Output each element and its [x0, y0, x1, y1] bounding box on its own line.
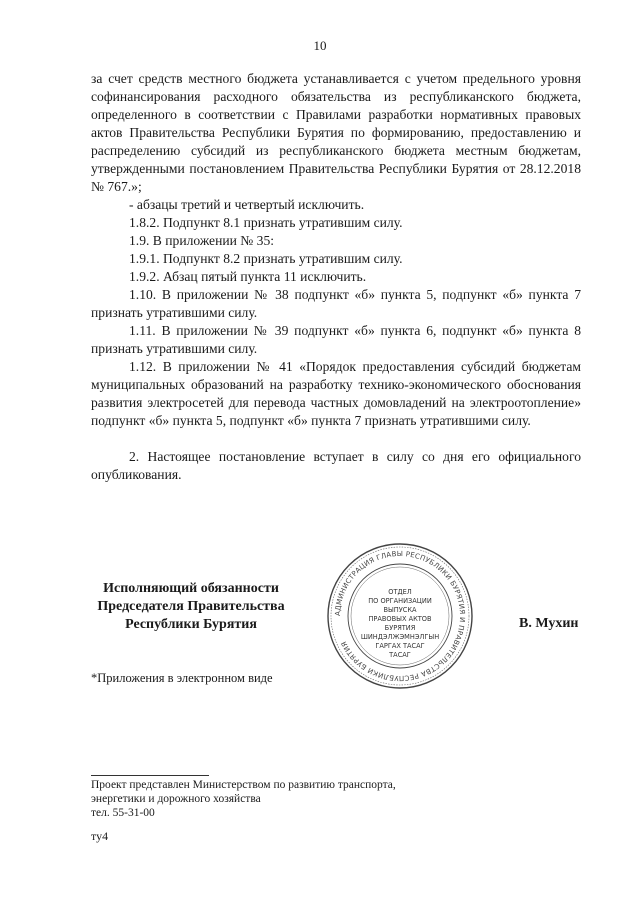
footnote-line: тел. 55-31-00 [91, 807, 155, 819]
footnote-line: Проект представлен Министерством по развитию транспорта, [91, 779, 396, 791]
paragraph: 1.12. В приложении № 41 «Порядок предоставления субсидий бюджетам муниципальных образований на разработку технико-экономического обоснования развития электросетей для перевода частных домовладений на электроотопление» подпункт «б» пункта 5, подпункт «б» пункта 7 признать утратившими силу. [91, 359, 581, 428]
seal-outer-text: АДМИНИСТРАЦИЯ ГЛАВЫ РЕСПУБЛИКИ БУРЯТИЯ И ПРАВИТЕЛЬСТВА РЕСПУБЛИКИ БУРЯТИЯ [333, 549, 467, 683]
paragraph: 1.9.2. Абзац пятый пункта 11 исключить. [129, 269, 367, 284]
document-code: ту4 [91, 829, 109, 843]
seal-line: ПО ОРГАНИЗАЦИИ [368, 597, 432, 605]
footnote [91, 778, 511, 820]
paragraph: 1.9.1. Подпункт 8.2 признать утратившим силу. [129, 251, 403, 266]
document-body [91, 70, 581, 484]
paragraph: - абзацы третий и четвертый исключить. [129, 197, 365, 212]
page-number: 10 [313, 38, 327, 53]
official-seal [326, 542, 474, 690]
paragraph: 1.11. В приложении № 39 подпункт «б» пункта 6, подпункт «б» пункта 8 признать утратившими силу. [91, 323, 581, 356]
seal-line: ПРАВОВЫХ АКТОВ [368, 615, 432, 623]
paragraph: за счет средств местного бюджета устанавливается с учетом предельного уровня софинансирования расходного обязательства из республиканского бюджета, определенного в соответствии с Правилами разработки нормативных правовых актов Правительства Республики Бурятия по формированию, предоставлению и распределению субсидий из республиканского бюджета местным бюджетам, утвержденными постановлением Правительства Республики Бурятия от 28.12.2018 № 767.»; [91, 71, 581, 194]
seal-line: ОТДЕЛ [388, 588, 412, 596]
signatory-title-line: Республики Бурятия [125, 617, 257, 632]
footnote-divider [91, 775, 209, 776]
signer-name: В. Мухин [519, 616, 579, 631]
signatory-title-line: Исполняющий обязанности [103, 581, 279, 596]
footnote-line: энергетики и дорожного хозяйства [91, 793, 261, 805]
paragraph: 1.10. В приложении № 38 подпункт «б» пункта 5, подпункт «б» пункта 7 признать утратившими силу. [91, 287, 581, 320]
signatory-title-line: Председателя Правительства [97, 599, 285, 614]
seal-line: БУРЯТИЯ [384, 624, 416, 632]
signatory-title [91, 580, 291, 634]
attachments-note: *Приложения в электронном виде [91, 671, 273, 685]
paragraph: 1.8.2. Подпункт 8.1 признать утратившим силу. [129, 215, 403, 230]
seal-line: ВЫПУСКА [383, 606, 417, 614]
seal-line: ГАРГАХ ТАСАГ [375, 642, 425, 650]
paragraph: 2. Настоящее постановление вступает в силу со дня его официального опубликования. [91, 449, 581, 482]
seal-line: ШИНДЭЛЖЭМНЭЛГЫН [360, 633, 440, 641]
paragraph: 1.9. В приложении № 35: [129, 233, 275, 248]
seal-line: ТАСАГ [389, 651, 411, 659]
